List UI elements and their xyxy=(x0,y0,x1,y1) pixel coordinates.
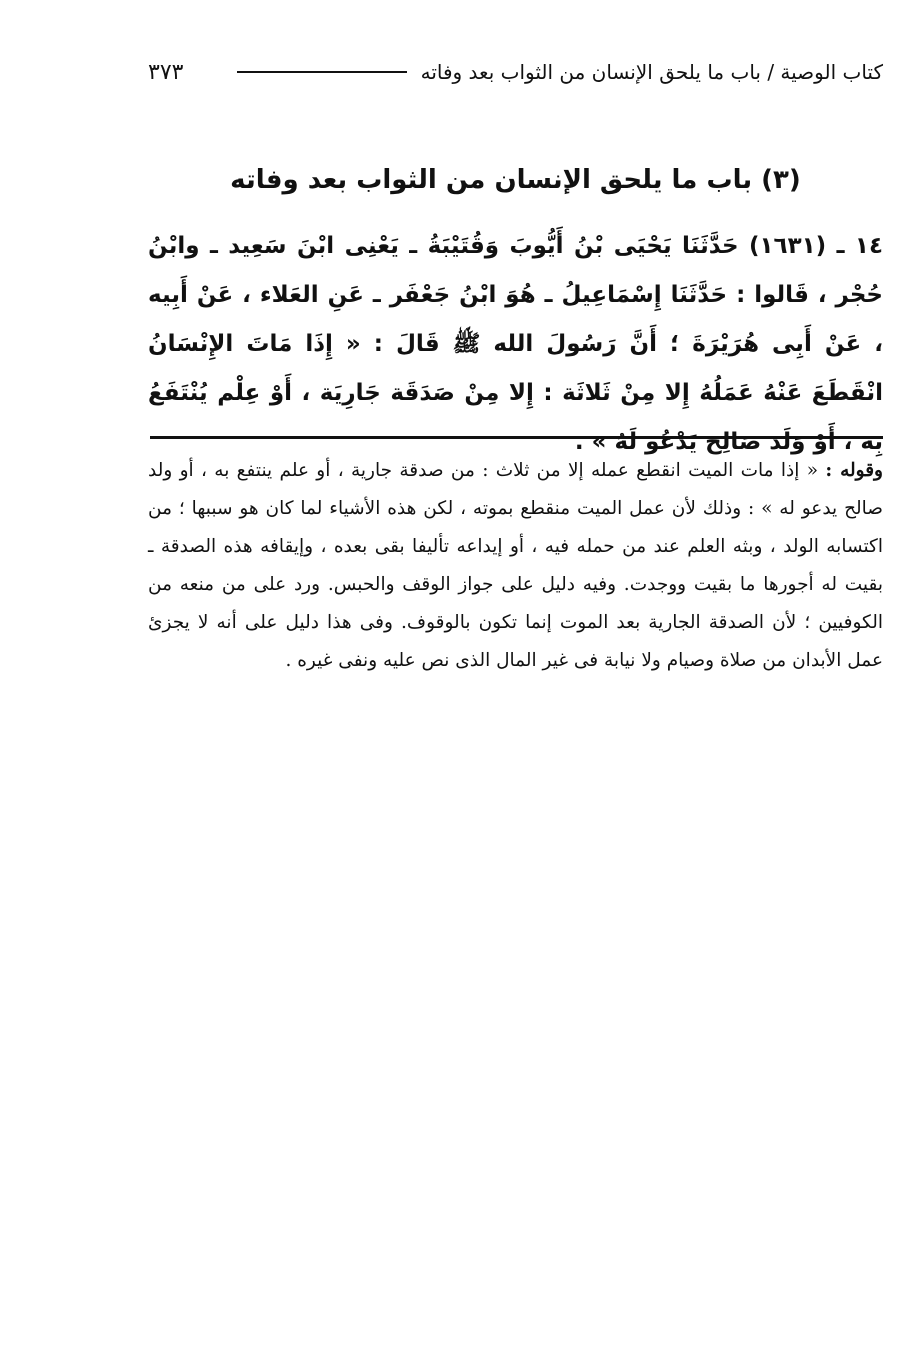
hadith-text xyxy=(148,222,883,467)
hadith-number: ١٤ ـ (١٦٣١) xyxy=(749,233,883,259)
hadith-body: حَدَّثَنَا يَحْيَى بْنُ أَيُّوبَ وَقُتَيْبَةُ ـ يَعْنِى ابْنَ سَعِيد ـ وابْنُ حُجْر ، قَالوا : حَدَّثَنَا إِسْمَاعِيلُ ـ هُوَ ابْنُ جَعْفَر ـ عَنِ العَلاء ، عَنْ أَبِيه ، عَنْ أَبِى هُرَيْرَةَ ؛ أَنَّ رَسُولَ الله ﷺ قَالَ : « إِذَا مَاتَ الإِنْسَانُ انْقَطَعَ عَنْهُ عَمَلُهُ إِلا مِنْ ثَلاثَة : إِلا مِنْ صَدَقَة جَارِيَة ، أَوْ عِلْم يُنْتَفَعُ بِه ، أَوْ وَلَد صَالِح يَدْعُو لَهُ » . xyxy=(148,233,883,455)
running-header-title: كتاب الوصية / باب ما يلحق الإنسان من الثواب بعد وفاته xyxy=(420,60,883,84)
footnote-separator xyxy=(150,436,883,439)
chapter-title: (٣) باب ما يلحق الإنسان من الثواب بعد وفاته xyxy=(230,165,801,195)
header-rule xyxy=(237,71,407,73)
running-header xyxy=(148,52,883,92)
page-number: ٣٧٣ xyxy=(148,59,184,85)
commentary-lead: وقوله : xyxy=(825,460,883,481)
commentary-body: « إذا مات الميت انقطع عمله إلا من ثلاث : من صدقة جارية ، أو علم ينتفع به ، أو ولد صالح يدعو له » : وذلك لأن عمل الميت منقطع بموته ، لكن هذه الأشياء لما كان هو سببها ؛ من اكتسابه الولد ، وبثه العلم عند من حمله فيه ، أو إيداعه تأليفا بقى بعده ، وإيقافه هذه الصدقة ـ بقيت له أجورها ما بقيت ووجدت. وفيه دليل على جواز الوقف والحبس. ورد على من منعه من الكوفيين ؛ لأن الصدقة الجارية بعد الموت إنما تكون بالوقوف. وفى هذا دليل على أنه لا يجزئ عمل الأبدان من صلاة وصيام ولا نيابة فى غير المال الذى نص عليه ونفى غيره . xyxy=(148,460,883,671)
commentary xyxy=(148,452,883,680)
